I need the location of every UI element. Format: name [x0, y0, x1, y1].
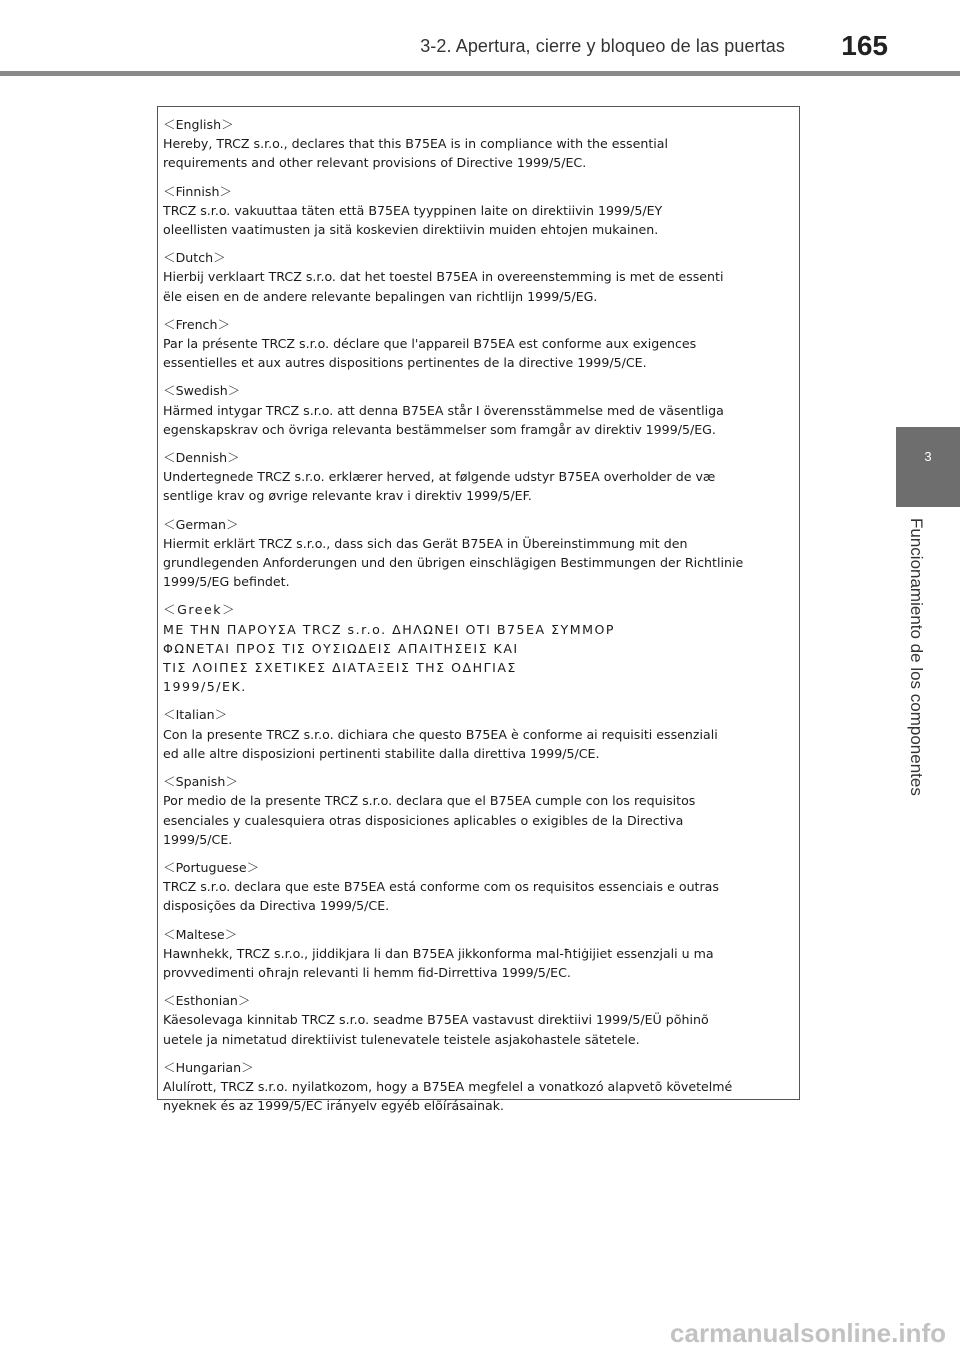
- declaration-section: [163, 381, 799, 439]
- text-line: uetele ja nimetatud direktiivist tulenevatele teistele asjakohastele sätetele.: [163, 1031, 640, 1047]
- text-line: sentlige krav og øvrige relevante krav i direktiv 1999/5/EF.: [163, 488, 532, 504]
- text-line: Hiermit erklärt TRCZ s.r.o., dass sich das Gerät B75EA in Übereinstimmung mit den: [163, 535, 688, 551]
- text-line: ΜΕ ΤΗΝ ΠΑΡΟΥΣΑ TRCZ s.r.o. ΔΗΛΩΝΕΙ ΟΤΙ B75EA ΣΥΜΜΟΡ: [163, 621, 615, 637]
- text-line: Alulírott, TRCZ s.r.o. nyilatkozom, hogy a B75EA megfelel a vonatkozó alapvetõ követelmé: [163, 1078, 733, 1094]
- watermark: carmanualsonline.info: [670, 1318, 946, 1348]
- language-heading: ＜Dutch＞: [163, 250, 226, 266]
- language-heading: ＜English＞: [163, 117, 234, 132]
- language-heading: ＜German＞: [163, 516, 239, 532]
- declaration-text: [163, 877, 799, 915]
- text-line: egenskapskrav och övriga relevanta bestämmelser som framgår av direktiv 1999/5/EG.: [163, 421, 716, 437]
- text-line: Undertegnede TRCZ s.r.o. erklærer herved, at følgende udstyr B75EA overholder de væ: [163, 469, 716, 485]
- chapter-number: 3: [924, 449, 932, 464]
- language-heading: ＜Esthonian＞: [163, 993, 251, 1009]
- declaration-text: [163, 334, 799, 372]
- text-line: ΤΙΣ ΛΟΙΠΕΣ ΣΧΕΤΙΚΕΣ ΔΙΑΤΑΞΕΙΣ ΤΗΣ ΟΔΗΓΙΑΣ: [163, 660, 517, 676]
- language-heading: ＜French＞: [163, 316, 231, 332]
- text-line: Käesolevaga kinnitab TRCZ s.r.o. seadme B75EA vastavust direktiivi 1999/5/EÜ põhinõ: [163, 1012, 709, 1028]
- declaration-text: [163, 201, 799, 239]
- text-line: TRCZ s.r.o. declara que este B75EA está conforme com os requisitos essenciais e outras: [163, 879, 719, 895]
- text-line: essentielles et aux autres dispositions pertinentes de la directive 1999/5/CE.: [163, 355, 647, 371]
- language-heading: ＜Spanish＞: [163, 774, 238, 790]
- declaration-section: [163, 248, 799, 306]
- language-heading: ＜Swedish＞: [163, 383, 241, 399]
- text-line: Por medio de la presente TRCZ s.r.o. declara que el B75EA cumple con los requisitos: [163, 793, 696, 809]
- declaration-section: [163, 991, 799, 1049]
- declaration-section: [163, 858, 799, 916]
- language-heading: ＜Dennish＞: [163, 450, 240, 466]
- declaration-section: [163, 515, 799, 592]
- text-line: Par la présente TRCZ s.r.o. déclare que l'appareil B75EA est conforme aux exigences: [163, 336, 697, 352]
- declaration-section: [163, 1058, 799, 1116]
- declaration-section: [163, 115, 799, 173]
- text-line: Hereby, TRCZ s.r.o., declares that this B75EA is in compliance with the essential: [163, 136, 668, 152]
- header-divider: [0, 71, 960, 76]
- declaration-section: [163, 182, 799, 240]
- declaration-text: [163, 620, 799, 697]
- text-line: disposições da Directiva 1999/5/CE.: [163, 898, 390, 914]
- language-heading: ＜Portuguese＞: [163, 859, 260, 875]
- declaration-section: [163, 448, 799, 506]
- text-line: esenciales y cualesquiera otras disposiciones aplicables o exigibles de la Directiva: [163, 812, 684, 828]
- text-line: nyeknek és az 1999/5/EC irányelv egyéb elõírásainak.: [163, 1098, 505, 1114]
- language-heading: ＜Maltese＞: [163, 926, 238, 942]
- declaration-box: [157, 106, 800, 1114]
- page-number: 165: [841, 30, 888, 61]
- text-line: 1999/5/CE.: [163, 831, 233, 847]
- text-line: 1999/5/EG befindet.: [163, 574, 290, 590]
- declaration-section: [163, 705, 799, 763]
- language-heading: ＜Greek＞: [163, 602, 237, 618]
- language-heading: ＜Finnish＞: [163, 183, 233, 199]
- text-line: TRCZ s.r.o. vakuuttaa täten että B75EA tyyppinen laite on direktiivin 1999/5/EY: [163, 202, 663, 218]
- declaration-text: [163, 401, 799, 439]
- declaration-text: [163, 1010, 799, 1048]
- language-heading: ＜Italian＞: [163, 707, 228, 723]
- declaration-text: [163, 944, 799, 982]
- declaration-text: [163, 467, 799, 505]
- declaration-text: [163, 267, 799, 305]
- declaration-section: [163, 315, 799, 373]
- declaration-text: [163, 1077, 799, 1115]
- declaration-text: [163, 134, 799, 172]
- section-title: 3-2. Apertura, cierre y bloqueo de las puertas: [420, 36, 785, 56]
- text-line: ΦΩΝΕΤΑΙ ΠΡΟΣ ΤΙΣ ΟΥΣΙΩΔΕΙΣ ΑΠΑΙΤΗΣΕΙΣ ΚΑΙ: [163, 640, 519, 656]
- text-line: Härmed intygar TRCZ s.r.o. att denna B75EA står I överensstämmelse med de väsentliga: [163, 402, 724, 418]
- declaration-text: [163, 725, 799, 763]
- text-line: provvedimenti oħrajn relevanti li hemm fid-Dirrettiva 1999/5/EC.: [163, 964, 571, 980]
- declaration-section: [163, 772, 799, 849]
- declaration-text: [163, 534, 799, 592]
- text-line: 1999/5/EK.: [163, 679, 247, 695]
- chapter-tab: [896, 427, 960, 507]
- text-line: Hierbij verklaart TRCZ s.r.o. dat het toestel B75EA in overeenstemming is met de essenti: [163, 269, 724, 285]
- text-line: ële eisen en de andere relevante bepalingen van richtlijn 1999/5/EG.: [163, 288, 598, 304]
- declaration-section: [163, 600, 799, 696]
- text-line: grundlegenden Anforderungen und den übrigen einschlägigen Bestimmungen der Richtlinie: [163, 555, 744, 571]
- declaration-text: [163, 791, 799, 849]
- chapter-label: Funcionamiento de los componentes: [907, 518, 926, 796]
- text-line: oleellisten vaatimusten ja sitä koskevien direktiivin muiden ehtojen mukainen.: [163, 222, 659, 238]
- language-heading: ＜Hungarian＞: [163, 1059, 254, 1075]
- text-line: ed alle altre disposizioni pertinenti stabilite dalla direttiva 1999/5/CE.: [163, 745, 600, 761]
- text-line: Con la presente TRCZ s.r.o. dichiara che questo B75EA è conforme ai requisiti essenziali: [163, 726, 718, 742]
- text-line: Hawnhekk, TRCZ s.r.o., jiddikjara li dan B75EA jikkonforma mal-ħtiġijiet essenzjali u ma: [163, 945, 714, 961]
- declaration-section: [163, 925, 799, 983]
- text-line: requirements and other relevant provisions of Directive 1999/5/EC.: [163, 155, 587, 171]
- page-header: [0, 0, 960, 78]
